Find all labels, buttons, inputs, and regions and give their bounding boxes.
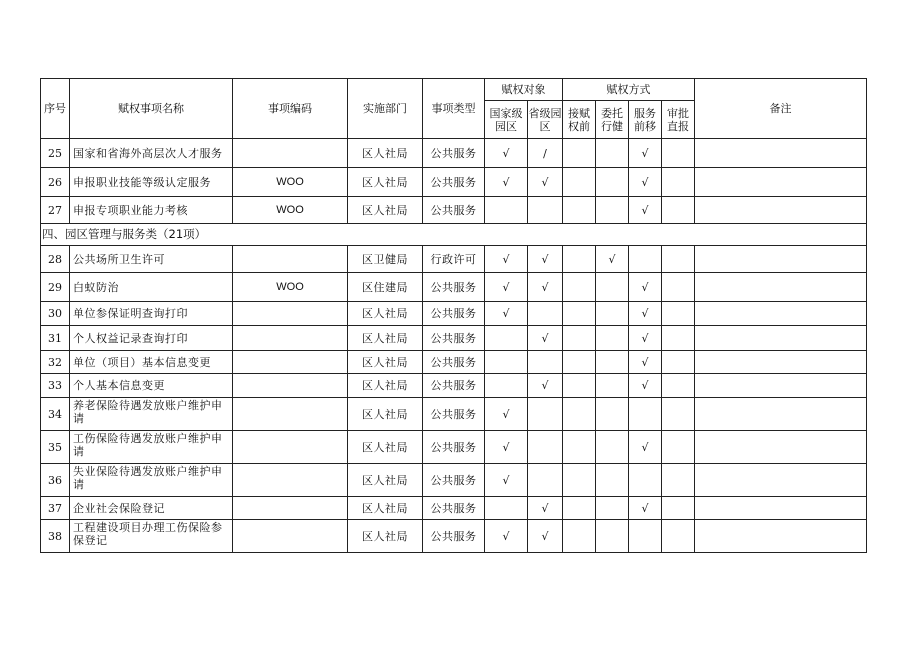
row-item-code	[233, 374, 348, 398]
table-row	[41, 520, 867, 553]
table-body-upper	[41, 139, 867, 224]
header-method-entrust: 委托行健	[596, 101, 629, 139]
row-seq: 28	[41, 246, 70, 273]
row-item-code	[233, 139, 348, 168]
row-target-national: √	[485, 168, 528, 197]
row-method-entrust	[596, 520, 629, 553]
header-method-service: 服务前移	[629, 101, 662, 139]
table-row	[41, 351, 867, 374]
row-seq: 36	[41, 464, 70, 497]
row-item-type: 公共服务	[423, 197, 485, 224]
row-item-name: 白蚁防治	[70, 273, 233, 302]
row-target-national: √	[485, 302, 528, 326]
row-seq: 38	[41, 520, 70, 553]
row-method-service: √	[629, 139, 662, 168]
header-method-accept: 接赋权前	[563, 101, 596, 139]
row-target-national: √	[485, 398, 528, 431]
row-method-accept	[563, 351, 596, 374]
table-row	[41, 398, 867, 431]
table-body-lower	[41, 246, 867, 553]
row-target-national	[485, 351, 528, 374]
row-method-direct	[662, 273, 695, 302]
row-item-code: WOO	[233, 197, 348, 224]
row-target-national: √	[485, 520, 528, 553]
row-method-entrust	[596, 139, 629, 168]
row-remarks	[695, 374, 867, 398]
row-method-service: √	[629, 326, 662, 351]
row-target-national: √	[485, 464, 528, 497]
row-target-provincial: √	[528, 520, 563, 553]
row-item-code	[233, 497, 348, 520]
row-seq: 35	[41, 431, 70, 464]
row-method-service: √	[629, 273, 662, 302]
table-row	[41, 497, 867, 520]
header-target-provincial: 省级园区	[528, 101, 563, 139]
authorization-table	[40, 78, 867, 553]
row-item-name: 养老保险待遇发放账户维护申请	[70, 398, 233, 431]
row-item-code	[233, 464, 348, 497]
table-row	[41, 326, 867, 351]
row-item-code: WOO	[233, 273, 348, 302]
row-method-service: √	[629, 351, 662, 374]
row-item-name: 个人基本信息变更	[70, 374, 233, 398]
row-method-accept	[563, 497, 596, 520]
row-target-provincial	[528, 464, 563, 497]
row-method-entrust	[596, 302, 629, 326]
row-remarks	[695, 497, 867, 520]
row-target-national: √	[485, 431, 528, 464]
row-item-code	[233, 326, 348, 351]
row-target-provincial	[528, 398, 563, 431]
header-item-type: 事项类型	[423, 79, 485, 139]
row-method-accept	[563, 273, 596, 302]
row-item-code	[233, 520, 348, 553]
row-method-accept	[563, 168, 596, 197]
row-seq: 31	[41, 326, 70, 351]
row-seq: 34	[41, 398, 70, 431]
row-method-service	[629, 398, 662, 431]
row-item-type: 公共服务	[423, 520, 485, 553]
table-row	[41, 273, 867, 302]
row-remarks	[695, 246, 867, 273]
row-method-direct	[662, 431, 695, 464]
row-method-entrust	[596, 374, 629, 398]
row-method-direct	[662, 398, 695, 431]
row-department: 区人社局	[348, 168, 423, 197]
row-target-provincial	[528, 351, 563, 374]
row-item-code	[233, 351, 348, 374]
row-item-type: 公共服务	[423, 273, 485, 302]
row-target-provincial	[528, 431, 563, 464]
row-method-accept	[563, 374, 596, 398]
row-department: 区人社局	[348, 326, 423, 351]
row-method-entrust: √	[596, 246, 629, 273]
row-target-national: √	[485, 273, 528, 302]
table-row	[41, 374, 867, 398]
row-remarks	[695, 398, 867, 431]
table-row	[41, 464, 867, 497]
row-item-name: 工伤保险待遇发放账户维护申请	[70, 431, 233, 464]
row-item-type: 行政许可	[423, 246, 485, 273]
row-target-provincial: /	[528, 139, 563, 168]
row-method-direct	[662, 520, 695, 553]
row-item-name: 失业保险待遇发放账户维护申请	[70, 464, 233, 497]
table-row	[41, 302, 867, 326]
row-remarks	[695, 197, 867, 224]
row-seq: 25	[41, 139, 70, 168]
row-method-entrust	[596, 197, 629, 224]
row-item-type: 公共服务	[423, 302, 485, 326]
row-item-type: 公共服务	[423, 168, 485, 197]
row-item-name: 单位（项目）基本信息变更	[70, 351, 233, 374]
row-department: 区人社局	[348, 139, 423, 168]
row-department: 区人社局	[348, 351, 423, 374]
section-row	[41, 224, 867, 246]
table-row	[41, 431, 867, 464]
row-target-national: √	[485, 139, 528, 168]
row-method-accept	[563, 139, 596, 168]
row-target-provincial: √	[528, 246, 563, 273]
row-method-service: √	[629, 197, 662, 224]
header-item-code: 事项编码	[233, 79, 348, 139]
header-row-1	[41, 79, 867, 101]
header-method-group: 赋权方式	[563, 79, 695, 101]
row-method-direct	[662, 326, 695, 351]
row-item-name: 国家和省海外高层次人才服务	[70, 139, 233, 168]
row-target-provincial: √	[528, 497, 563, 520]
row-item-type: 公共服务	[423, 139, 485, 168]
row-item-name: 公共场所卫生许可	[70, 246, 233, 273]
row-target-provincial: √	[528, 326, 563, 351]
header-remarks: 备注	[695, 79, 867, 139]
row-item-type: 公共服务	[423, 398, 485, 431]
row-department: 区人社局	[348, 302, 423, 326]
row-remarks	[695, 139, 867, 168]
row-department: 区人社局	[348, 374, 423, 398]
row-department: 区住建局	[348, 273, 423, 302]
row-method-direct	[662, 351, 695, 374]
row-target-national	[485, 326, 528, 351]
row-method-service	[629, 464, 662, 497]
row-method-entrust	[596, 326, 629, 351]
row-target-national	[485, 497, 528, 520]
row-target-national	[485, 197, 528, 224]
table-row	[41, 168, 867, 197]
row-item-type: 公共服务	[423, 497, 485, 520]
row-remarks	[695, 520, 867, 553]
row-method-entrust	[596, 398, 629, 431]
row-target-national: √	[485, 246, 528, 273]
row-target-provincial	[528, 302, 563, 326]
row-method-service: √	[629, 168, 662, 197]
row-seq: 27	[41, 197, 70, 224]
table-row	[41, 197, 867, 224]
row-seq: 30	[41, 302, 70, 326]
row-remarks	[695, 431, 867, 464]
row-method-service: √	[629, 497, 662, 520]
row-method-accept	[563, 302, 596, 326]
row-method-accept	[563, 246, 596, 273]
row-target-national	[485, 374, 528, 398]
header-target-group: 赋权对象	[485, 79, 563, 101]
row-method-accept	[563, 520, 596, 553]
row-item-name: 单位参保证明查询打印	[70, 302, 233, 326]
row-method-direct	[662, 464, 695, 497]
row-item-code	[233, 398, 348, 431]
row-target-provincial: √	[528, 374, 563, 398]
row-department: 区卫健局	[348, 246, 423, 273]
row-method-accept	[563, 464, 596, 497]
row-item-type: 公共服务	[423, 326, 485, 351]
row-method-direct	[662, 374, 695, 398]
header-method-direct: 审批直报	[662, 101, 695, 139]
row-method-entrust	[596, 351, 629, 374]
row-item-type: 公共服务	[423, 431, 485, 464]
row-method-entrust	[596, 273, 629, 302]
row-method-entrust	[596, 464, 629, 497]
row-method-entrust	[596, 497, 629, 520]
row-method-direct	[662, 139, 695, 168]
row-target-provincial	[528, 197, 563, 224]
row-seq: 37	[41, 497, 70, 520]
row-method-accept	[563, 431, 596, 464]
row-remarks	[695, 273, 867, 302]
row-method-accept	[563, 326, 596, 351]
row-department: 区人社局	[348, 398, 423, 431]
row-item-name: 工程建设项目办理工伤保险参保登记	[70, 520, 233, 553]
row-method-service: √	[629, 374, 662, 398]
row-target-provincial: √	[528, 168, 563, 197]
row-remarks	[695, 302, 867, 326]
row-method-service: √	[629, 431, 662, 464]
header-item-name: 赋权事项名称	[70, 79, 233, 139]
row-department: 区人社局	[348, 497, 423, 520]
row-method-direct	[662, 497, 695, 520]
header-target-national: 国家级园区	[485, 101, 528, 139]
table-row	[41, 139, 867, 168]
row-department: 区人社局	[348, 197, 423, 224]
row-department: 区人社局	[348, 431, 423, 464]
row-item-type: 公共服务	[423, 351, 485, 374]
row-method-accept	[563, 398, 596, 431]
table-row	[41, 246, 867, 273]
row-item-name: 申报职业技能等级认定服务	[70, 168, 233, 197]
row-method-entrust	[596, 431, 629, 464]
row-department: 区人社局	[348, 464, 423, 497]
table-section	[41, 224, 867, 246]
row-item-name: 企业社会保险登记	[70, 497, 233, 520]
row-seq: 26	[41, 168, 70, 197]
row-method-entrust	[596, 168, 629, 197]
row-remarks	[695, 168, 867, 197]
row-remarks	[695, 351, 867, 374]
row-item-name: 个人权益记录查询打印	[70, 326, 233, 351]
row-remarks	[695, 464, 867, 497]
row-seq: 33	[41, 374, 70, 398]
row-method-direct	[662, 246, 695, 273]
row-method-service	[629, 520, 662, 553]
row-target-provincial: √	[528, 273, 563, 302]
row-item-code: WOO	[233, 168, 348, 197]
row-remarks	[695, 326, 867, 351]
row-item-code	[233, 246, 348, 273]
row-method-accept	[563, 197, 596, 224]
row-seq: 29	[41, 273, 70, 302]
header-seq: 序号	[41, 79, 70, 139]
row-item-code	[233, 302, 348, 326]
row-item-name: 申报专项职业能力考核	[70, 197, 233, 224]
row-item-code	[233, 431, 348, 464]
row-department: 区人社局	[348, 520, 423, 553]
header-department: 实施部门	[348, 79, 423, 139]
row-item-type: 公共服务	[423, 374, 485, 398]
row-seq: 32	[41, 351, 70, 374]
row-method-service	[629, 246, 662, 273]
section-title: 四、园区管理与服务类（21项）	[41, 224, 867, 246]
row-item-type: 公共服务	[423, 464, 485, 497]
row-method-service: √	[629, 302, 662, 326]
row-method-direct	[662, 302, 695, 326]
row-method-direct	[662, 197, 695, 224]
row-method-direct	[662, 168, 695, 197]
